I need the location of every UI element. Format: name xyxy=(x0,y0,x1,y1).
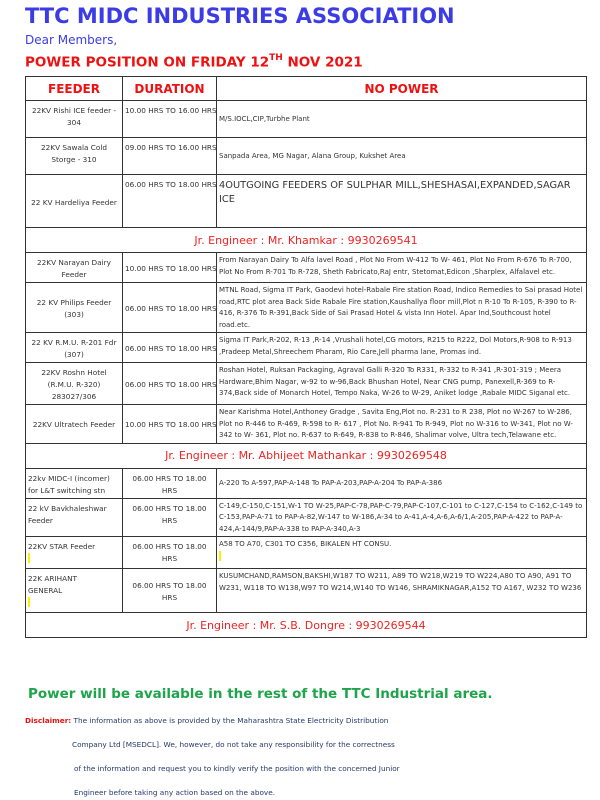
duration-cell: 06.00 HRS TO 18.00 HRS xyxy=(123,363,217,405)
subtitle-superscript: TH xyxy=(269,53,283,63)
page-title: TTC MIDC INDUSTRIES ASSOCIATION xyxy=(25,4,455,28)
duration-cell: 06.00 HRS TO 18.00 HRS xyxy=(123,333,217,363)
table-row xyxy=(26,101,587,138)
feeder-cell: 22KV Narayan Dairy Feeder xyxy=(26,253,123,283)
no-power-cell: Roshan Hotel, Ruksan Packaging, Agraval Galli R-320 To R331, R-332 to R-341 ,R-301-319 ; Meera Hardware,Bhim Nagar, w-92 to w-96,Back Bhushan Hotel, Near CNG pump, Panexell,R-369 to R-374,Back side of Monarch Hotel, Tempo Naka, W-26 to W-29, Aniket lodge ,Rabale MIDC Siganal etc. xyxy=(217,363,587,405)
table-row xyxy=(26,537,587,569)
table-row xyxy=(26,333,587,363)
power-position-heading xyxy=(25,54,363,71)
column-header-no-power: NO POWER xyxy=(217,77,587,101)
duration-cell: 06.00 HRS TO 18.00 HRS xyxy=(123,283,217,333)
table-row xyxy=(26,253,587,283)
disclaimer-line: Engineer before taking any action based on the above. xyxy=(74,788,276,797)
highlight-mark xyxy=(28,597,30,607)
feeder-cell: 22kv MIDC-I (incomer) for L&T switching stn xyxy=(26,468,123,498)
feeder-cell: 22KV Roshn Hotel (R.M.U. R-320) 283027/306 xyxy=(26,363,123,405)
column-header-duration: DURATION xyxy=(123,77,217,101)
feeder-cell xyxy=(26,537,123,569)
duration-cell: 10.00 HRS TO 16.00 HRS xyxy=(123,101,217,138)
no-power-cell: M/S.IOCL,CIP,Turbhe Plant xyxy=(217,101,587,138)
subtitle-prefix: POWER POSITION ON FRIDAY 12 xyxy=(25,54,270,71)
engineer-contact: Jr. Engineer : Mr. Khamkar : 9930269541 xyxy=(26,228,587,253)
feeder-cell: 22KV Sawala Cold Storge - 310 xyxy=(26,138,123,175)
table-row xyxy=(26,363,587,405)
duration-cell: 06.00 HRS TO 18.00 HRS xyxy=(123,569,217,613)
feeder-cell: 22KV Ultratech Feeder xyxy=(26,405,123,444)
feeder-cell: 22 KV Philips Feeder (303) xyxy=(26,283,123,333)
engineer-row xyxy=(26,443,587,468)
no-power-cell: From Narayan Dairy To Alfa lavel Road , Plot No From W-412 To W- 461, Plot No From R-676 To R-700, Plot No From R-701 To R-728, Sheth Fabricato,RaJ entr, Stetomat,Edicon ,Sharplex, Alfalavel etc. xyxy=(217,253,587,283)
feeder-cell: 22 KV Hardeliya Feeder xyxy=(26,175,123,228)
duration-cell: 10.00 HRS TO 18.00 HRS xyxy=(123,405,217,444)
no-power-cell: MTNL Road, Sigma IT Park, Gaodevi hotel-Rabale Fire station Road, Indico Remedies to Sai prasad Hotel road,RTC plot area Back Side Rabale Fire station,Kaushallya floor mill,Plot n R-10 To R-105, R-390 to R-416, R-376 To R-391,Back Side of Sai Prasad Hotel & vista Inn Hotel. Apar Ind,Southcoust hotel road.etc. xyxy=(217,283,587,333)
table-row xyxy=(26,468,587,498)
engineer-row xyxy=(26,613,587,638)
no-power-cell xyxy=(217,537,587,569)
no-power-cell: A-220 To A-597,PAP-A-148 To PAP-A-203,PAP-A-204 To PAP-A-386 xyxy=(217,468,587,498)
feeder-cell: 22 kV Bavkhaleshwar Feeder xyxy=(26,498,123,537)
table-row xyxy=(26,498,587,537)
disclaimer-line: of the information and request you to kindly verify the position with the concerned Junior xyxy=(74,764,400,773)
table-row xyxy=(26,283,587,333)
duration-cell: 09.00 HRS TO 16.00 HRS xyxy=(123,138,217,175)
disclaimer-label: Disclaimer: xyxy=(25,716,72,725)
duration-cell: 06.00 HRS TO 18.00 HRS xyxy=(123,498,217,537)
greeting: Dear Members, xyxy=(25,33,118,47)
feeder-label: 22K ARIHANT GENERAL xyxy=(28,574,77,595)
no-power-label: A58 TO A70, C301 TO C356, BIKALEN HT CONSU. xyxy=(219,540,392,548)
power-outage-table xyxy=(25,76,587,638)
disclaimer-line: Company Ltd [MSEDCL]. We, however, do not take any responsibility for the correctness xyxy=(72,740,395,749)
disclaimer-line xyxy=(25,716,388,725)
no-power-cell: Sanpada Area, MG Nagar, Alana Group, Kukshet Area xyxy=(217,138,587,175)
table-row xyxy=(26,405,587,444)
no-power-cell: Near Karishma Hotel,Anthoney Gradge , Savita Eng,Plot no. R-231 to R 238, Plot no W-267 to W-286, Plot no R-446 to R-469, R-598 to R- 617 , Plot No. R-941 To R-949, Plot no W-316 to W-341, Plot no W-342 to W- 361, Plot no. R-637 to R-649, R-838 to R-846, Shalimar volve, Ultra tech,Telawane etc. xyxy=(217,405,587,444)
no-power-cell: C-149,C-150,C-151,W-1 TO W-25,PAP-C-78,PAP-C-79,PAP-C-107,C-101 to C-127,C-154 to C-162,C-149 to C-153,PAP-A-71 to PAP-A-82,W-147 to W-186,A-34 to A-41,A-4,A-6,A-6/1,A-205,PAP-A-422 to PAP-A-424,A-144/9,PAP-A-338 to PAP-A-340,A-3 xyxy=(217,498,587,537)
table-row xyxy=(26,175,587,228)
availability-notice: Power will be available in the rest of the TTC Industrial area. xyxy=(28,686,493,702)
duration-cell: 06.00 HRS TO 18.00 HRS xyxy=(123,468,217,498)
duration-cell: 10.00 HRS TO 18.00 HRS xyxy=(123,253,217,283)
duration-cell: 06.00 HRS TO 18.00 HRS xyxy=(123,537,217,569)
feeder-label: 22KV STAR Feeder xyxy=(28,542,96,551)
no-power-cell: Sigma IT Park,R-202, R-13 ,R-14 ,Vrushali hotel,CG motors, R215 to R222, Dol Motors,R-908 to R-913 ,Pradeep Metal,Shreechem Pharam, Rio Care,Jell pharma lane, Promas ind. xyxy=(217,333,587,363)
engineer-contact: Jr. Engineer : Mr. S.B. Dongre : 9930269544 xyxy=(26,613,587,638)
disclaimer-text: The information as above is provided by the Maharashtra State Electricity Distribution xyxy=(71,716,389,725)
no-power-cell: 4OUTGOING FEEDERS OF SULPHAR MILL,SHESHASAI,EXPANDED,SAGAR ICE xyxy=(217,175,587,228)
highlight-mark xyxy=(219,551,221,561)
duration-cell: 06.00 HRS TO 18.00 HRS xyxy=(123,175,217,228)
engineer-contact: Jr. Engineer : Mr. Abhijeet Mathankar : 9930269548 xyxy=(26,443,587,468)
feeder-cell: 22 KV R.M.U. R-201 Fdr (307) xyxy=(26,333,123,363)
column-header-feeder: FEEDER xyxy=(26,77,123,101)
table-header-row xyxy=(26,77,587,101)
subtitle-suffix: NOV 2021 xyxy=(282,54,363,71)
highlight-mark xyxy=(28,553,30,563)
feeder-cell xyxy=(26,569,123,613)
engineer-row xyxy=(26,228,587,253)
feeder-cell: 22KV Rishi ICE feeder - 304 xyxy=(26,101,123,138)
table-row xyxy=(26,138,587,175)
table-row xyxy=(26,569,587,613)
no-power-cell: KUSUMCHAND,RAMSON,BAKSHI,W187 TO W211, A89 TO W218,W219 TO W224,A80 TO A90, A91 TO W231, W118 TO W138,W97 TO W214,W140 TO W146, SHRAMIKNAGAR,A152 TO A167, W232 TO W236 xyxy=(217,569,587,613)
